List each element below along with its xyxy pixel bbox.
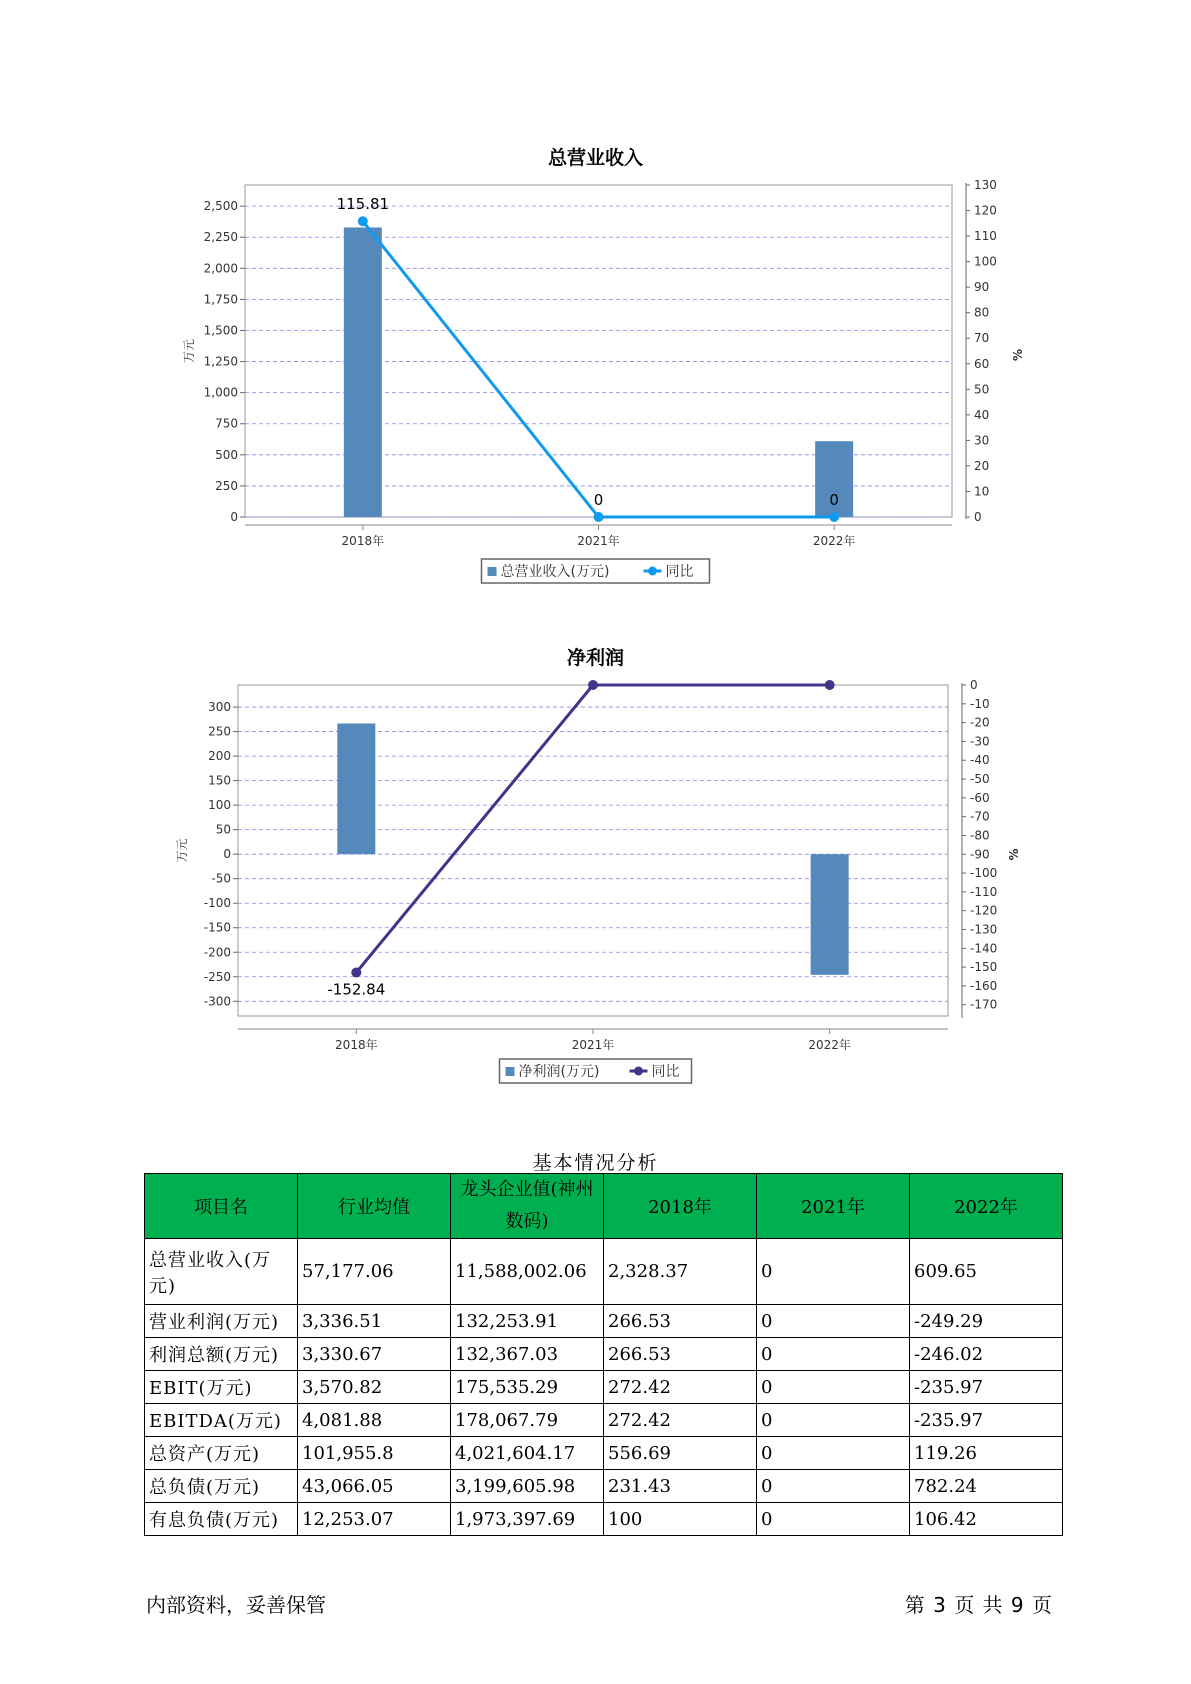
line-point xyxy=(825,680,835,690)
y2-tick-label: -110 xyxy=(970,884,998,899)
y-tick-label: 1,500 xyxy=(203,323,238,338)
y-tick-label: 500 xyxy=(215,447,238,462)
row-label-cell: 总负债(万元) xyxy=(145,1470,298,1503)
y2-tick-label: 0 xyxy=(970,678,978,692)
table-cell: 266.53 xyxy=(604,1338,757,1371)
data-label: 0 xyxy=(593,491,604,509)
y-tick-label: 1,750 xyxy=(203,292,238,307)
revenue-chart xyxy=(0,135,1191,595)
y2-tick-label: 60 xyxy=(974,356,990,371)
y-tick-label: -300 xyxy=(203,994,231,1009)
y2-tick-label: -80 xyxy=(970,828,990,843)
table-cell: 272.42 xyxy=(604,1371,757,1404)
table-cell: 12,253.07 xyxy=(298,1503,451,1536)
footer-page-number: 第 3 页 共 9 页 xyxy=(904,1593,1052,1617)
y2-tick-label: 30 xyxy=(974,433,990,448)
table-cell: 106.42 xyxy=(910,1503,1063,1536)
y2-tick-label: -50 xyxy=(970,772,990,787)
x-tick-label: 2018年 xyxy=(335,1038,378,1052)
y2-tick-label: -130 xyxy=(970,922,998,937)
table-cell: 3,336.51 xyxy=(298,1305,451,1338)
table-cell: 0 xyxy=(757,1503,910,1536)
y2-tick-label: -60 xyxy=(970,790,990,805)
legend-bar-label: 总营业收入(万元) xyxy=(500,564,610,580)
header-cell: 龙头企业值(神州数码) xyxy=(451,1174,604,1239)
y-tick-label: 250 xyxy=(215,478,238,493)
y-tick-label: 1,000 xyxy=(203,385,238,400)
table-cell: 0 xyxy=(757,1239,910,1305)
row-label-cell: 利润总额(万元) xyxy=(145,1338,298,1371)
y-tick-label: 2,000 xyxy=(203,261,238,276)
table-cell: -249.29 xyxy=(910,1305,1063,1338)
table-cell: 3,330.67 xyxy=(298,1338,451,1371)
header-cell: 项目名 xyxy=(145,1174,298,1239)
table-row xyxy=(145,1470,1063,1503)
table-cell: 0 xyxy=(757,1371,910,1404)
y-axis-label: 万元 xyxy=(175,838,189,863)
y2-tick-label: -70 xyxy=(970,809,990,824)
y2-axis-label: % xyxy=(1007,848,1021,861)
y-tick-label: 0 xyxy=(223,847,231,862)
row-label-cell: 总营业收入(万元) xyxy=(145,1239,298,1305)
row-label-cell: 营业利润(万元) xyxy=(145,1305,298,1338)
x-tick-label: 2021年 xyxy=(571,1038,615,1052)
table-cell: 556.69 xyxy=(604,1437,757,1470)
table-cell: 178,067.79 xyxy=(451,1404,604,1437)
data-label: 0 xyxy=(829,491,839,509)
y2-tick-label: -30 xyxy=(970,734,990,749)
y-tick-label: 250 xyxy=(208,724,231,739)
table-cell: 175,535.29 xyxy=(451,1371,604,1404)
y2-tick-label: 90 xyxy=(974,280,990,295)
table-cell: 2,328.37 xyxy=(604,1239,757,1305)
analysis-table xyxy=(144,1173,1063,1536)
y-tick-label: 100 xyxy=(208,798,231,813)
table-cell: 3,199,605.98 xyxy=(451,1470,604,1503)
y-tick-label: 2,250 xyxy=(203,230,238,245)
row-label-cell: EBIT(万元) xyxy=(145,1371,298,1404)
table-cell: 3,570.82 xyxy=(298,1371,451,1404)
y2-tick-label: 0 xyxy=(974,510,982,524)
row-label-cell: EBITDA(万元) xyxy=(145,1404,298,1437)
y2-tick-label: 50 xyxy=(974,382,990,397)
legend-line-dot xyxy=(634,1067,643,1076)
net-profit-chart xyxy=(0,635,1191,1095)
y-tick-label: 1,250 xyxy=(203,354,238,369)
y2-tick-label: -40 xyxy=(970,753,990,768)
y-tick-label: 0 xyxy=(230,510,238,524)
data-label: 115.81 xyxy=(336,195,390,214)
x-tick-label: 2021年 xyxy=(577,534,620,548)
line-point xyxy=(351,967,361,977)
table-row xyxy=(145,1404,1063,1437)
y-tick-label: -150 xyxy=(203,920,231,935)
table-cell: -235.97 xyxy=(910,1404,1063,1437)
y2-axis-label: % xyxy=(1011,348,1025,362)
table-header-row xyxy=(145,1174,1063,1239)
y-tick-label: -250 xyxy=(203,969,231,984)
table-row xyxy=(145,1239,1063,1305)
table-cell: 132,253.91 xyxy=(451,1305,604,1338)
legend-bar-swatch xyxy=(506,1067,515,1076)
y2-tick-label: 10 xyxy=(974,484,990,499)
bar xyxy=(337,723,375,854)
table-cell: 782.24 xyxy=(910,1470,1063,1503)
row-label-cell: 有息负债(万元) xyxy=(145,1503,298,1536)
chart-plot xyxy=(0,135,1191,595)
table-cell: 100 xyxy=(604,1503,757,1536)
y2-tick-label: 80 xyxy=(974,305,990,320)
chart-title: 总营业收入 xyxy=(547,147,643,169)
table-cell: -246.02 xyxy=(910,1338,1063,1371)
legend-line-dot xyxy=(648,567,657,576)
y2-tick-label: -20 xyxy=(970,715,990,730)
y2-tick-label: -90 xyxy=(970,847,990,862)
x-tick-label: 2018年 xyxy=(341,534,385,548)
y2-tick-label: 130 xyxy=(974,178,997,192)
table-cell: 0 xyxy=(757,1305,910,1338)
legend-bar-swatch xyxy=(488,567,497,576)
y2-tick-label: -160 xyxy=(970,978,998,993)
table-title: 基本情况分析 xyxy=(532,1152,659,1174)
y-tick-label: -50 xyxy=(211,871,231,886)
y2-tick-label: -120 xyxy=(970,903,998,918)
table-cell: 0 xyxy=(757,1404,910,1437)
y2-tick-label: -150 xyxy=(970,960,998,975)
line-point xyxy=(588,680,598,690)
line-point xyxy=(594,512,604,522)
bar xyxy=(344,227,382,517)
header-cell: 2021年 xyxy=(757,1174,910,1239)
table-cell: 1,973,397.69 xyxy=(451,1503,604,1536)
legend xyxy=(482,559,710,583)
table-cell: 57,177.06 xyxy=(298,1239,451,1305)
table-cell: 119.26 xyxy=(910,1437,1063,1470)
header-cell: 行业均值 xyxy=(298,1174,451,1239)
y2-tick-label: 110 xyxy=(974,229,997,244)
table-cell: 11,588,002.06 xyxy=(451,1239,604,1305)
table-cell: -235.97 xyxy=(910,1371,1063,1404)
y2-tick-label: -10 xyxy=(970,696,990,711)
y-tick-label: 150 xyxy=(208,773,231,788)
y-tick-label: 300 xyxy=(208,700,231,715)
y-axis-label: 万元 xyxy=(182,338,196,364)
table-row xyxy=(145,1305,1063,1338)
y-tick-label: 2,500 xyxy=(203,199,238,214)
y-tick-label: 200 xyxy=(208,749,231,764)
y2-tick-label: 70 xyxy=(974,331,990,346)
table-row xyxy=(145,1437,1063,1470)
footer-confidential-note: 内部资料，妥善保管 xyxy=(146,1593,326,1617)
chart-plot xyxy=(0,635,1191,1095)
table-cell: 266.53 xyxy=(604,1305,757,1338)
header-cell: 2018年 xyxy=(604,1174,757,1239)
table-cell: 132,367.03 xyxy=(451,1338,604,1371)
line-point xyxy=(358,216,368,226)
table-cell: 43,066.05 xyxy=(298,1470,451,1503)
table-row xyxy=(145,1503,1063,1536)
legend-line-label: 同比 xyxy=(665,564,694,580)
chart-title: 净利润 xyxy=(566,647,624,669)
y2-tick-label: 20 xyxy=(974,458,990,473)
row-label-cell: 总资产(万元) xyxy=(145,1437,298,1470)
x-tick-label: 2022年 xyxy=(808,1038,851,1052)
table-row xyxy=(145,1371,1063,1404)
table-cell: 272.42 xyxy=(604,1404,757,1437)
line-point xyxy=(829,512,839,522)
x-tick-label: 2022年 xyxy=(812,534,856,548)
y-tick-label: -100 xyxy=(203,896,231,911)
data-label: -152.84 xyxy=(327,980,386,999)
table-cell: 609.65 xyxy=(910,1239,1063,1305)
y-tick-label: -200 xyxy=(203,945,231,960)
y-tick-label: 50 xyxy=(215,822,231,837)
table-cell: 4,021,604.17 xyxy=(451,1437,604,1470)
table-cell: 4,081.88 xyxy=(298,1404,451,1437)
legend-bar-label: 净利润(万元) xyxy=(518,1064,600,1080)
y2-tick-label: -140 xyxy=(970,941,998,956)
legend xyxy=(500,1059,692,1083)
table-cell: 0 xyxy=(757,1338,910,1371)
y2-tick-label: 120 xyxy=(974,203,997,218)
y2-tick-label: 40 xyxy=(974,407,990,422)
table-cell: 0 xyxy=(757,1437,910,1470)
y2-tick-label: 100 xyxy=(974,254,997,269)
table-cell: 0 xyxy=(757,1470,910,1503)
header-cell: 2022年 xyxy=(910,1174,1063,1239)
table-row xyxy=(145,1338,1063,1371)
y2-tick-label: -170 xyxy=(970,997,998,1012)
y2-tick-label: -100 xyxy=(970,866,998,881)
bar xyxy=(811,854,849,975)
y-tick-label: 750 xyxy=(215,416,238,431)
table-cell: 231.43 xyxy=(604,1470,757,1503)
table-cell: 101,955.8 xyxy=(298,1437,451,1470)
legend-line-label: 同比 xyxy=(651,1064,680,1080)
